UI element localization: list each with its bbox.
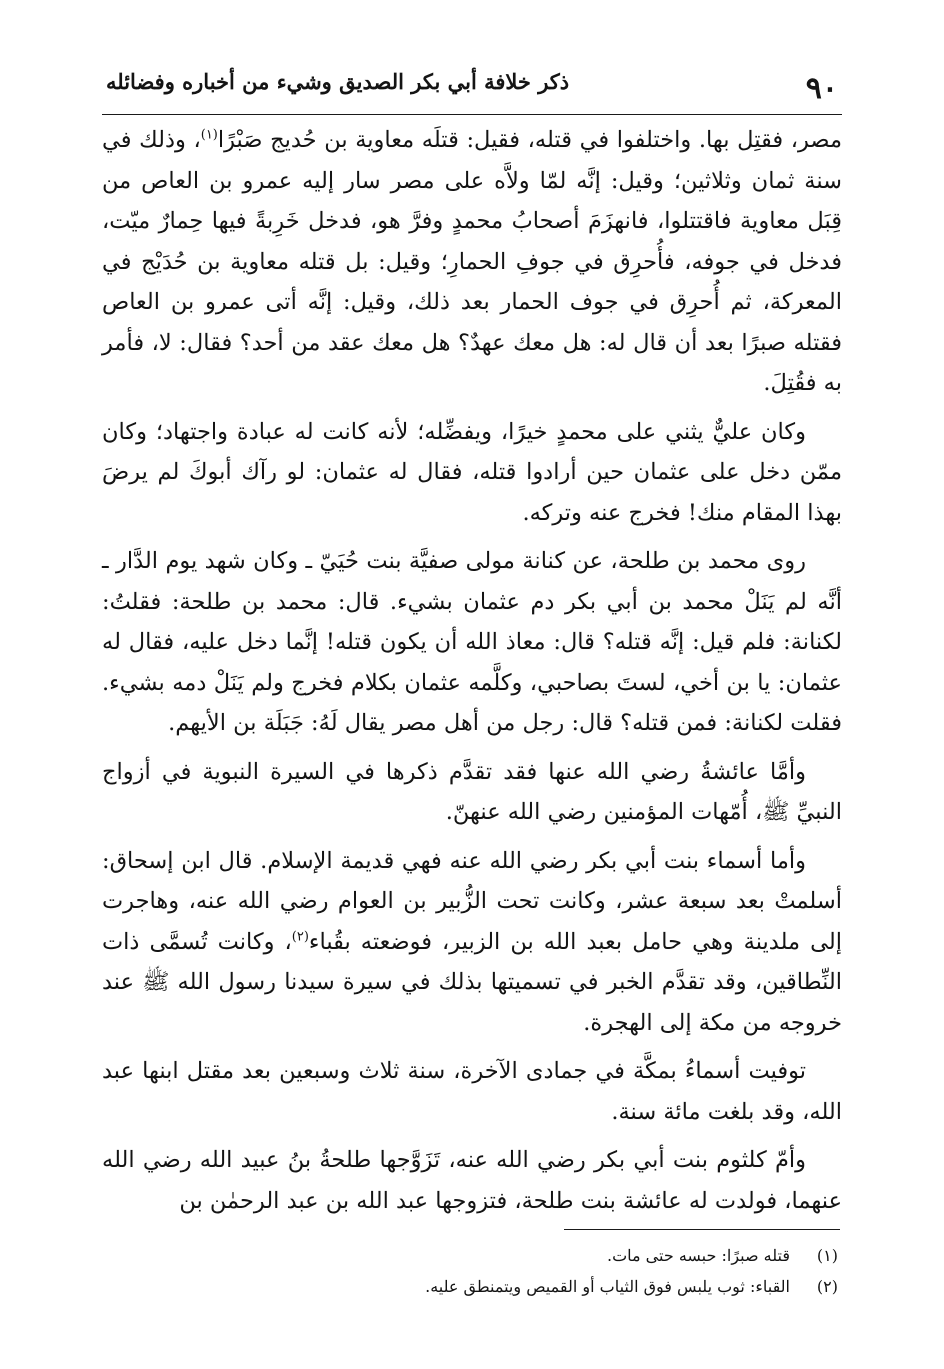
paragraph-text: ، وذلك في سنة ثمان وثلاثين؛ وقيل: إنَّه لمّا ولاَّه على مصر سار إليه عمرو بن العاص من قِبَل معاوية فاقتتلوا، فانهزَمَ أصحابُ محمدٍ وفرَّ هو، فدخل خَرِبةً فيها حِمارٌ ميّت، فدخل في جوفه، فأُحرِق في جوفِ الحمارِ؛ وقيل: بل قتله معاوية بن حُدَيْج في المعركة، ثم أُحرِق في جوف الحمار بعد ذلك، وقيل: إنَّه أتى عمرو بن العاص فقتله صبرًا بعد أن قال له: هل معك عهدٌ؟ هل معك عقد من أحد؟ فقال: لا، فأمر به فقُتِلَ. xyxy=(102,127,842,396)
running-title: ذكر خلافة أبي بكر الصديق وشيء من أخباره وفضائله xyxy=(106,69,570,94)
main-text xyxy=(102,120,842,1221)
footnote xyxy=(102,1271,838,1302)
paragraph: وأمّ كلثوم بنت أبي بكر رضي الله عنه، تَزَوَّجها طلحةُ بنُ عبيد الله رضي الله عنهما، فولدت له عائشة بنت طلحة، فتزوجها عبد الله بن عبد الرحمٰن بن xyxy=(102,1147,842,1214)
footnote-separator xyxy=(564,1229,840,1230)
footnote-text: قتله صبرًا: حبسه حتى مات. xyxy=(607,1246,790,1265)
footnote-reference: (٢) xyxy=(291,929,309,944)
paragraph: وأمَّا عائشةُ رضي الله عنها فقد تقدَّم ذكرها في السيرة النبوية في أزواج النبيِّ ﷺ، أُمّهات المؤمنين رضي الله عنهنّ. xyxy=(102,758,842,825)
paragraph-text: مصر، فقتِل بها. واختلفوا في قتله، فقيل: قتلَه معاوية بن حُديج صَبْرًا xyxy=(217,127,842,153)
paragraph-text: وأما أسماء بنت أبي بكر رضي الله عنه فهي قديمة الإسلام. قال ابن إسحاق: أسلمتْ بعد سبعة عشر، وكانت تحت الزُّبير بن العوام رضي الله عنه، وهاجرت إلى ملدينة وهي حامل بعبد الله بن الزبير، فوضعته بقُباء xyxy=(102,847,842,955)
footnote-number: (٢) xyxy=(816,1277,838,1296)
paragraph xyxy=(102,841,842,1044)
paragraph-text: ، وكانت تُسمَّى ذات النِّطاقين، وقد تقدَّم الخبر في تسميتها بذلك في سيرة سيدنا رسول الله ﷺ عند خروجه من مكة إلى الهجرة. xyxy=(102,928,842,1036)
paragraph xyxy=(102,120,842,404)
footnotes xyxy=(102,1240,838,1302)
footnote xyxy=(102,1240,838,1271)
paragraph: وكان عليٌّ يثني على محمدٍ خيرًا، ويفضِّله؛ لأنه كانت له عبادة واجتهاد؛ وكان ممّن دخل على عثمان حين أرادوا قتله، فقال له عثمان: لو رآك أبوكَ لم يرضَ بهذا المقام منك! فخرج عنه وتركه. xyxy=(102,418,842,526)
footnote-reference: (١) xyxy=(200,127,218,143)
paragraph: روى محمد بن طلحة، عن كنانة مولى صفيَّة بنت حُيَيّ ـ وكان شهد يوم الدَّار ـ أنَّه لم يَنَلْ محمد بن أبي بكر دم عثمان بشيء. قال: محمد بن طلحة: فقلتُ: لكنانة: فلم قيل: إنَّه قتله؟ قال: معاذ الله أن يكون قتله! إنَّما دخل عليه، فقال له عثمان: يا بن أخي، لستَ بصاحبي، وكلَّمه عثمان بكلام فخرج ولم يَنَلْ دمه بشيء. فقلت لكنانة: فمن قتله؟ قال: رجل من أهل مصر يقال لَهُ: جَبَلَة بن الأيهم. xyxy=(102,548,842,736)
paragraph: توفيت أسماءُ بمكَّة في جمادى الآخرة، سنة ثلاث وسبعين بعد مقتل ابنها عبد الله، وقد بلغت مائة سنة. xyxy=(102,1058,842,1125)
footnote-number: (١) xyxy=(816,1246,838,1265)
page-header xyxy=(102,52,842,115)
footnote-text: القباء: ثوب يلبس فوق الثياب أو القميص ويتمنطق عليه. xyxy=(425,1277,790,1296)
page-number: ٩٠ xyxy=(805,71,838,106)
